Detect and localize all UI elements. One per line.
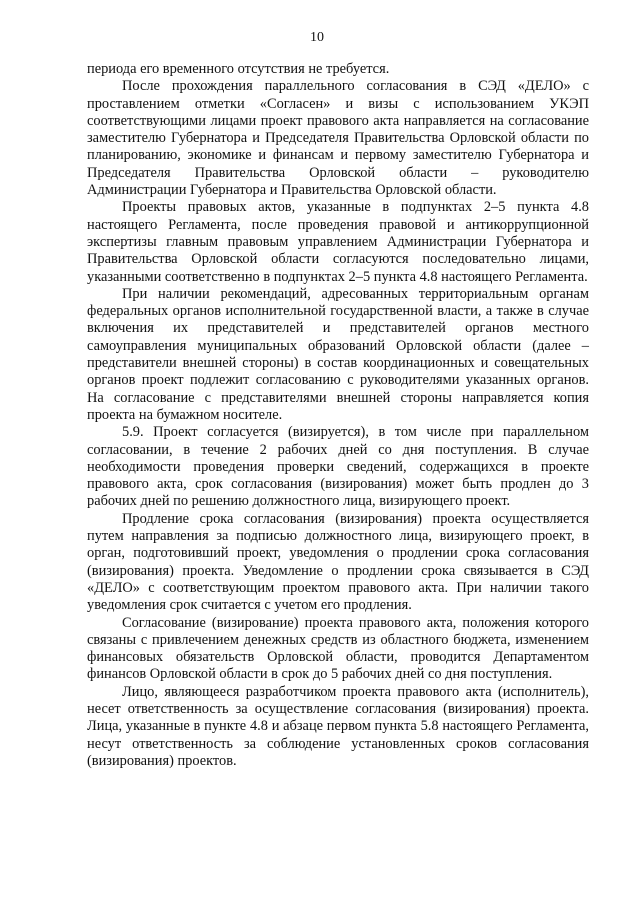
paragraph-legal-acts-projects: Проекты правовых актов, указанные в подпунктах 2–5 пункта 4.8 настоящего Регламента, после проведения правовой и антикоррупционной экспертизы главным правовым управлением Администрации Губернатора и Правительства Орловской области согласуются последовательно лицами, указанными соответственно в подпунктах 2–5 пункта 4.8 настоящего Регламента. [87,199,589,285]
paragraph-responsibility: Лицо, являющееся разработчиком проекта правового акта (исполнитель), несет ответственность за осуществление согласования (визирования) проекта. Лица, указанные в пункте 4.8 и абзаце первом пункта 5.8 настоящего Регламента, несут ответственность за соблюдение установленных сроков согласования (визирования) проектов. [87,683,589,769]
document-body [87,61,589,770]
page-number: 10 [310,30,324,45]
paragraph-parallel-approval: После прохождения параллельного согласования в СЭД «ДЕЛО» с проставлением отметки «Согласен» и визы с использованием УКЭП соответствующими лицами проект правового акта направляется на согласование заместителю Губернатора и Председателя Правительства Орловской области по планированию, экономике и финансам и первому заместителю Губернатора и Председателя Правительства Орловской области – руководителю Администрации Губернатора и Правительства Орловской области. [87,78,589,199]
paragraph-term-extension: Продление срока согласования (визирования) проекта осуществляется путем направления за подписью должностного лица, визирующего проект, в орган, подготовивший проект, уведомления о продлении срока согласования (визирования) проекта. Уведомление о продлении срока связывается в СЭД «ДЕЛО» с соответствующим проектом правового акта. При наличии такого уведомления срок считается с учетом его продления. [87,510,589,614]
paragraph-territorial-bodies: При наличии рекомендаций, адресованных территориальным органам федеральных органов исполнительной государственной власти, а также в случае включения их представителей и представителей органов местного самоуправления муниципальных образований Орловской области (далее – представители внешней стороны) в состав координационных и совещательных органов проект подлежит согласованию с руководителями указанных органов. На согласование с представителями внешней стороны направляется копия проекта на бумажном носителе. [87,285,589,423]
paragraph-continuation: периода его временного отсутствия не требуется. [87,61,390,77]
paragraph-section-5-9: 5.9. Проект согласуется (визируется), в том числе при параллельном согласовании, в течение 2 рабочих дней со дня поступления. В случае необходимости проведения проверки сведений, содержащихся в проекте правового акта, срок согласования (визирования) может быть продлен до 3 рабочих дней по решению должностного лица, визирующего проект. [87,424,589,510]
paragraph-finance-department: Согласование (визирование) проекта правового акта, положения которого связаны с привлечением денежных средств из областного бюджета, изменением финансовых обязательств Орловской области, проводится Департаментом финансов Орловской области в срок до 5 рабочих дней со дня поступления. [87,614,589,683]
